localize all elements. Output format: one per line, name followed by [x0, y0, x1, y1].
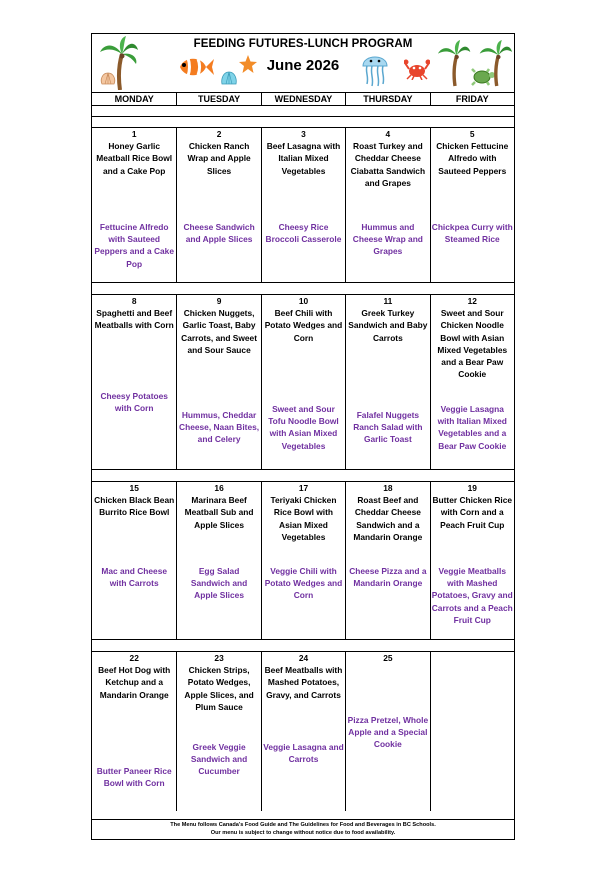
day-cell	[92, 295, 176, 469]
week-row	[92, 127, 514, 282]
week-row	[92, 294, 514, 469]
day-number: 12	[467, 296, 477, 306]
day-cell	[261, 482, 345, 639]
day-cell	[430, 482, 514, 639]
day-cell	[176, 128, 260, 282]
main-meal: Honey Garlic Meatball Rice Bowl and a Cake Pop	[96, 141, 173, 176]
menu-calendar	[91, 33, 515, 840]
day-number: 19	[467, 483, 477, 493]
day-cell	[92, 652, 176, 811]
main-meal: Chicken Strips, Potato Wedges, Apple Slices, and Plum Sauce	[184, 665, 254, 712]
row-divider	[92, 105, 514, 116]
day-number: 10	[298, 296, 309, 306]
alternate-meal: Hummus, Cheddar Cheese, Naan Bites, and Celery	[179, 410, 260, 445]
row-divider	[92, 469, 514, 481]
day-cell	[261, 295, 345, 469]
main-meal: Beef Hot Dog with Ketchup and a Mandarin Orange	[98, 665, 171, 700]
alternate-meal: Veggie Chili with Potato Wedges and Corn	[264, 566, 343, 601]
main-meal: Roast Beef and Cheddar Cheese Sandwich and a Mandarin Orange	[353, 495, 423, 542]
weekday-header-row	[92, 92, 514, 105]
main-meal: Beef Meatballs with Mashed Potatoes, Gravy, and Carrots	[264, 665, 343, 700]
weekday-header: FRIDAY	[430, 93, 514, 105]
alternate-meal: Cheese Pizza and a Mandarin Orange	[349, 566, 427, 589]
footer-note	[92, 819, 514, 839]
alternate-meal: Sweet and Sour Tofu Noodle Bowl with Asian Mixed Vegetables	[268, 404, 339, 451]
alternate-meal: Butter Paneer Rice Bowl with Corn	[96, 766, 172, 789]
alternate-meal: Veggie Meatballs with Mashed Potatoes, Gravy and Carrots and a Peach Fruit Cup	[431, 566, 513, 625]
weekday-header: THURSDAY	[345, 93, 429, 105]
alternate-meal: Fettucine Alfredo with Sauteed Peppers and a Cake Pop	[94, 222, 174, 269]
day-cell	[176, 482, 260, 639]
day-cell	[430, 652, 514, 811]
weekday-header: WEDNESDAY	[261, 93, 345, 105]
main-meal: Chicken Fettucine Alfredo with Sauteed Peppers	[436, 141, 509, 176]
day-cell	[261, 128, 345, 282]
day-number: 23	[214, 653, 224, 663]
day-cell	[176, 295, 260, 469]
day-number: 8	[131, 296, 137, 306]
calendar-grid	[92, 92, 514, 811]
row-divider	[92, 282, 514, 294]
main-meal: Roast Turkey and Cheddar Cheese Ciabatta Sandwich and Grapes	[350, 141, 426, 188]
alternate-meal: Chickpea Curry with Steamed Rice	[431, 222, 513, 245]
day-number: 24	[298, 653, 309, 663]
main-meal: Spaghetti and Beef Meatballs with Corn	[94, 308, 174, 331]
main-meal: Beef Chili with Potato Wedges and Corn	[264, 308, 343, 343]
day-cell	[430, 295, 514, 469]
day-number: 5	[469, 129, 475, 139]
day-number: 16	[214, 483, 224, 493]
seashell-icon	[100, 72, 116, 86]
footer-line: The Menu follows Canada's Food Guide and The Guidelines for Food and Beverages in BC Schools.	[170, 822, 436, 828]
main-meal: Chicken Ranch Wrap and Apple Slices	[187, 141, 251, 176]
day-cell	[92, 482, 176, 639]
header-banner	[92, 34, 514, 92]
day-cell	[345, 128, 429, 282]
main-meal: Butter Chicken Rice with Corn and a Peach Fruit Cup	[432, 495, 513, 530]
main-meal: Chicken Black Bean Burrito Rice Bowl	[94, 495, 175, 518]
alternate-meal: Greek Veggie Sandwich and Cucumber	[190, 742, 248, 777]
alternate-meal: Cheese Sandwich and Apple Slices	[183, 222, 255, 245]
alternate-meal: Cheesy Potatoes with Corn	[100, 391, 168, 414]
alternate-meal: Mac and Cheese with Carrots	[101, 566, 168, 589]
alternate-meal: Falafel Nuggets Ranch Salad with Garlic Toast	[353, 410, 423, 445]
day-number: 18	[383, 483, 393, 493]
week-row	[92, 481, 514, 639]
alternate-meal: Veggie Lasagna and Carrots	[263, 742, 344, 765]
alternate-meal: Egg Salad Sandwich and Apple Slices	[190, 566, 248, 601]
alternate-meal: Veggie Lasagna with Italian Mixed Vegetables and a Bear Paw Cookie	[437, 404, 507, 451]
main-meal: Beef Lasagna with Italian Mixed Vegetables	[266, 141, 341, 176]
main-meal: Greek Turkey Sandwich and Baby Carrots	[348, 308, 428, 343]
month-title: June 2026	[266, 57, 340, 74]
weekday-header: MONDAY	[114, 94, 154, 104]
day-cell	[430, 128, 514, 282]
day-number: 9	[216, 296, 222, 306]
day-number: 1	[131, 129, 137, 139]
day-cell	[345, 652, 429, 811]
day-cell	[176, 652, 260, 811]
main-meal: Chicken Nuggets, Garlic Toast, Baby Carrots, and Sweet and Sour Sauce	[181, 308, 258, 355]
main-meal: Sweet and Sour Chicken Noodle Bowl with Asian Mixed Vegetables and a Bear Paw Cookie	[437, 308, 508, 380]
weekday-header: TUESDAY	[176, 93, 260, 105]
alternate-meal: Cheesy Rice Broccoli Casserole	[265, 222, 342, 245]
main-meal: Marinara Beef Meatball Sub and Apple Slices	[184, 495, 254, 530]
row-divider	[92, 116, 514, 127]
day-number: 3	[301, 129, 306, 139]
alternate-meal: Pizza Pretzel, Whole Apple and a Special Cookie	[347, 715, 429, 750]
footer-line: Our menu is subject to change without notice due to food availability.	[210, 829, 396, 836]
day-number: 17	[298, 483, 309, 493]
program-title: FEEDING FUTURES-LUNCH PROGRAM	[193, 38, 413, 50]
day-cell	[345, 295, 429, 469]
week-row	[92, 651, 514, 811]
day-number: 15	[129, 483, 139, 493]
day-number: 22	[129, 653, 139, 663]
day-cell	[345, 482, 429, 639]
day-number: 2	[216, 129, 222, 139]
row-divider	[92, 639, 514, 651]
day-number: 11	[383, 296, 393, 306]
day-cell	[92, 128, 176, 282]
day-cell	[261, 652, 345, 811]
alternate-meal: Hummus and Cheese Wrap and Grapes	[352, 222, 423, 257]
main-meal: Teriyaki Chicken Rice Bowl with Asian Mixed Vegetables	[270, 495, 337, 542]
day-number: 25	[383, 653, 393, 663]
day-number: 4	[385, 129, 391, 139]
